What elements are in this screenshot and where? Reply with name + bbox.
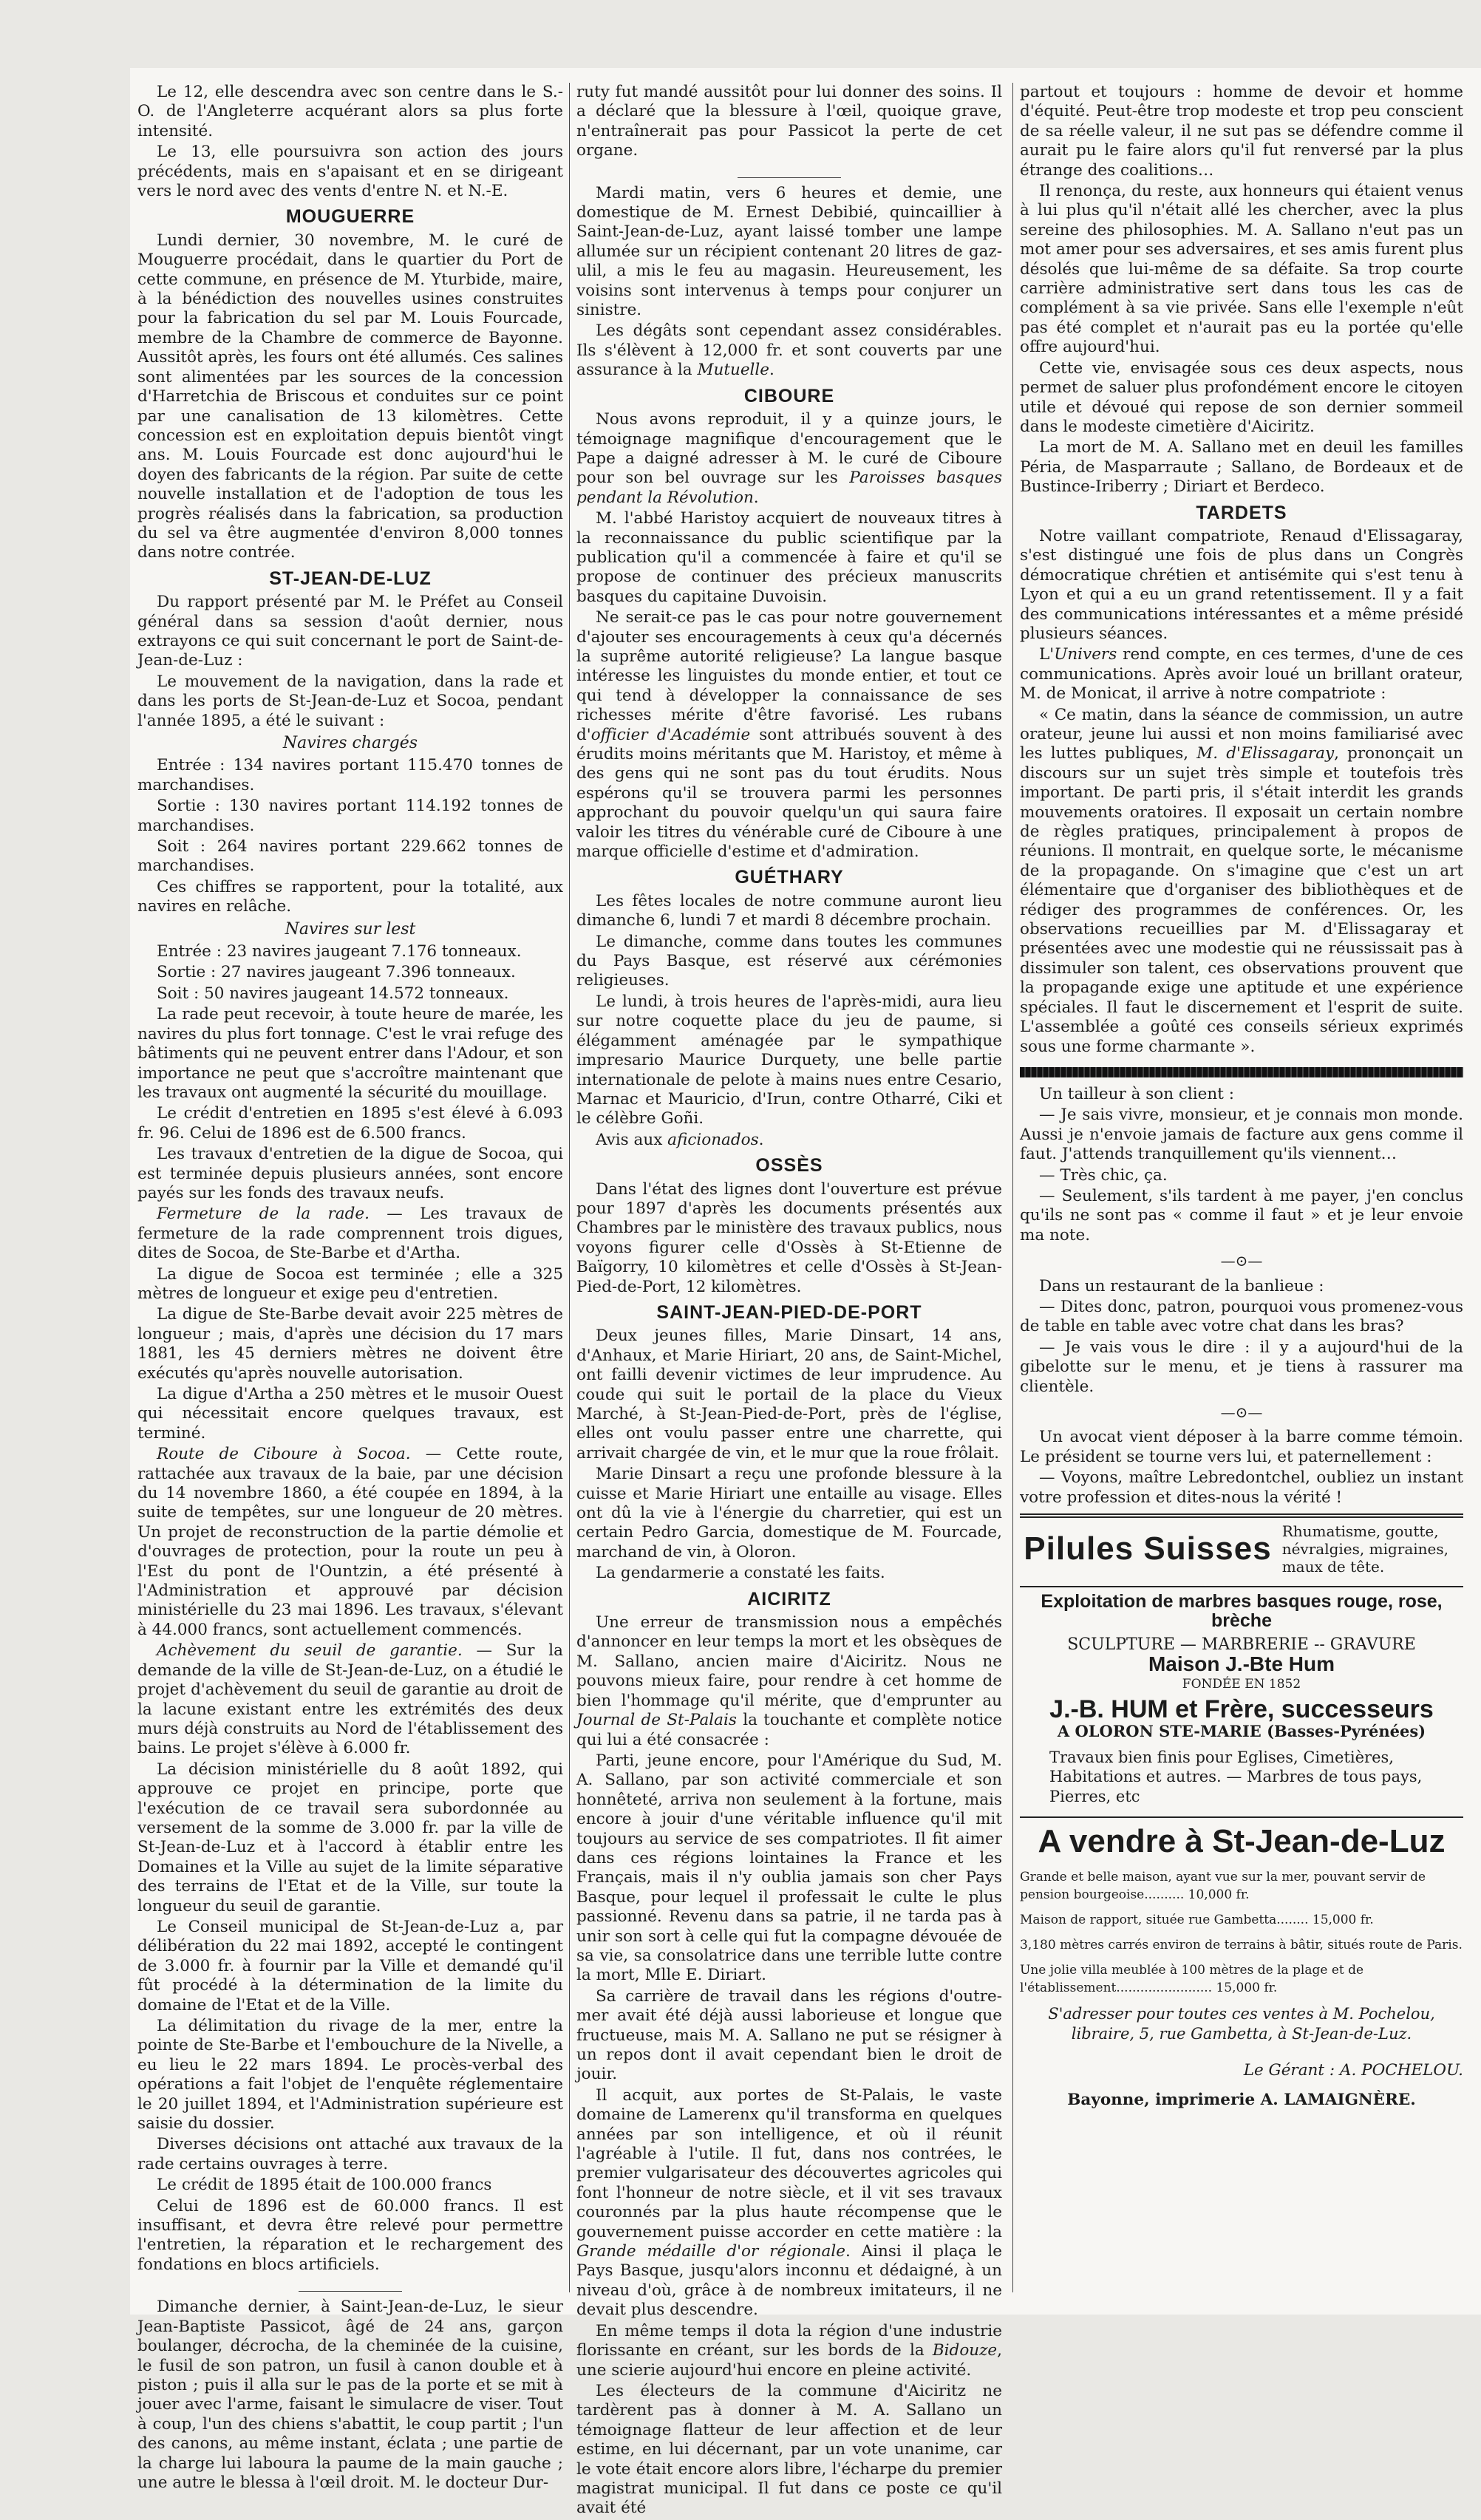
text: , prononçait un discours sur un sujet très simple et toutefois très important. De parti pris, il s'était interdit les grands mouvements oratoires. Il exposait un certain nombre de règles pratiques, principalement à propos de réunions. Il montrait, en quelque sorte, le mécanisme de la propagande. On s'imagine que c'est un art élémentaire que d'organiser des bibliothèques et de rédiger des programmes de conférences. Or, les observations recueillies par M. d'Elissagaray et présentées avec une modestie qui ne réussissait pas à dissimuler son talent, ces observations prouvent que la propagande exige une aptitude et une expérience spéciales. Il faut le discernement et l'esprit de suite. L'assemblée a goûté ces conseils sérieux exprimés sous une forme charmante ». bbox=[1020, 744, 1463, 1056]
paragraph bbox=[576, 410, 1002, 508]
paragraph: Diverses décisions ont attaché aux travaux de la rade certains ouvrages à terre. bbox=[137, 2135, 563, 2173]
paragraph: Les travaux d'entretien de la digue de Socoa, qui est terminée depuis plusieurs années, sont encore payés sur les fonds des travaux neufs. bbox=[137, 1145, 563, 1202]
paragraph: La décision ministérielle du 8 août 1892, qui approuve ce projet en principe, porte que l'exécution de ce travail sera subordonnée au versement de la somme de 3.000 fr. par la ville de St-Jean-de-Luz et à l'accord à établir entre les Domaines et la Ville au sujet de la limite séparative des terrains de l'Etat et de la Ville, sur toute la longueur du seuil de garantie. bbox=[137, 1760, 563, 1915]
ad-line: Maison J.-Bte Hum bbox=[1148, 1652, 1335, 1676]
paragraph: La délimitation du rivage de la mer, entre la pointe de Ste-Barbe et l'embouchure de la Nivelle, a eu lieu le 22 mars 1894. Le procès-verbal des opérations a fait l'objet de l'enquête réglementaire le 20 juillet 1894, et l'Administration supérieure est saisie du dossier. bbox=[137, 2017, 563, 2134]
paragraph: La rade peut recevoir, à toute heure de marée, les navires du plus fort tonnage. C'est le vrai refuge des bâtiments qui ne peuvent entrer dans l'Adour, et son importance ne peut que s'accroître maintenant que les travaux ont augmenté la sécurité du mouillage. bbox=[137, 1005, 563, 1102]
paragraph: Les électeurs de la commune d'Aiciritz ne tardèrent pas à donner à M. A. Sallano un témoignage flatteur de leur affection et de leur estime, en lui décernant, par un vote unanime, car le vote était encore alors libre, l'écharpe du premier magistrat municipal. Il fut dans ce poste ce qu'il avait été bbox=[576, 2381, 1002, 2518]
gerant-signature: Le Gérant : A. POCHELOU. bbox=[1243, 2060, 1463, 2080]
paragraph: Le crédit de 1895 était de 100.000 francs bbox=[157, 2176, 492, 2195]
separator bbox=[738, 177, 841, 178]
ad-title: Exploitation de marbres basques rouge, rose, brèche bbox=[1041, 1591, 1443, 1632]
paragraph: partout et toujours : homme de devoir et homme d'équité. Peut-être trop modeste et trop peu conscient de sa réelle valeur, il ne sut pas se défendre comme il aurait pu le faire alors qu'il fut renversé par la plus étrange des coalitions… bbox=[1020, 83, 1463, 180]
paragraph bbox=[576, 2086, 1002, 2320]
decorative-bar bbox=[1020, 1067, 1463, 1077]
ornament-divider: —⊙— bbox=[1220, 1252, 1263, 1270]
text: — Sur la demande de la ville de St-Jean-de-Luz, on a étudié le projet d'achèvement du seuil de garantie au droit de la lacune existant entre les extrémités des deux murs déjà construits au Nord de l'établissement des bains. Le projet s'élève à 6.000 fr. bbox=[137, 1641, 563, 1758]
paragraph: Mardi matin, vers 6 heures et demie, une domestique de M. Ernest Debibié, quincaillier à Saint-Jean-de-Luz, ayant laissé tomber une lampe allumée sur un récipient contenant 20 litres de gaz-ulil, a mis le feu au magasin. Heureusement, les voisins sont intervenus à temps pour conjurer un sinistre. bbox=[576, 183, 1002, 320]
emphasis: M. d'Elissagaray bbox=[1196, 744, 1335, 763]
subheading-navires-charges: Navires chargés bbox=[282, 734, 418, 752]
ad-title: Pilules Suisses bbox=[1024, 1530, 1272, 1567]
paragraph: La digue d'Artha a 250 mètres et le musoir Ouest qui nécessitait encore quelques travaux, est terminé. bbox=[137, 1385, 563, 1443]
paragraph: Du rapport présenté par M. le Préfet au Conseil général dans sa session d'août dernier, nous extrayons ce qui suit concernant le port de Saint-de-Jean-de-Luz : bbox=[137, 593, 563, 670]
text: , une scierie aujourd'hui encore en pleine activité. bbox=[576, 2341, 1002, 2380]
paragraph bbox=[1020, 645, 1463, 704]
paragraph: Le 13, elle poursuivra son action des jours précédents, mais en s'apaisant et en se dirigeant vers le nord avec des vents d'entre N. et N.-E. bbox=[137, 143, 563, 201]
paragraph: — Je vais vous le dire : il y a aujourd'hui de la gibelotte sur le menu, et je tiens à rassurer ma clientèle. bbox=[1020, 1338, 1463, 1396]
paragraph: — Je sais vivre, monsieur, et je connais mon monde. Aussi je n'envoie jamais de facture aux gens comme il faut. J'attends tranquillement qu'ils viennent… bbox=[1020, 1106, 1463, 1164]
ad-line: FONDÉE EN 1852 bbox=[1182, 1676, 1301, 1692]
paragraph: Soit : 50 navires jaugeant 14.572 tonneaux. bbox=[157, 984, 509, 1003]
ad-subtitle: Rhumatisme, goutte, névralgies, migraines, maux de tête. bbox=[1281, 1522, 1448, 1576]
text: . bbox=[758, 1130, 764, 1149]
ad-title: A vendre à St-Jean-de-Luz bbox=[1038, 1823, 1446, 1860]
emphasis: Route de Ciboure à Socoa. bbox=[157, 1445, 411, 1464]
emphasis: aficionados bbox=[667, 1130, 759, 1149]
paragraph: Sa carrière de travail dans les régions d'outre-mer avait été déjà aussi laborieuse et longue que fructueuse, mais M. A. Sallano ne put se résigner à un repos dont il avait cependant bien le droit de jouir. bbox=[576, 1986, 1002, 2084]
paragraph: Un tailleur à son client : bbox=[1039, 1084, 1234, 1103]
emphasis: officier d'Académie bbox=[590, 725, 751, 744]
paragraph: Le 12, elle descendra avec son centre dans le S.-O. de l'Angleterre acquérant alors sa plus forte intensité. bbox=[137, 83, 563, 140]
emphasis: Bidouze bbox=[932, 2341, 998, 2360]
paragraph: Dimanche dernier, à Saint-Jean-de-Luz, le sieur Jean-Baptiste Passicot, âgé de 24 ans, garçon boulanger, décrocha, de la cheminée de la cuisine, le fusil de son patron, un fusil à canon double et à piston ; puis il alla sur le pas de la porte et se mit à jouer avec l'arme, faisant le simulacre de viser. Tout à coup, l'un des chiens s'abattit, le coup partit ; l'un des canons, au même instant, éclata ; une partie de la charge lui laboura la paume de la main gauche ; une autre le blessa à l'œil droit. M. le docteur Dur- bbox=[137, 2298, 563, 2492]
section-heading-osses: OSSÈS bbox=[755, 1155, 823, 1176]
paragraph: Entrée : 23 navires jaugeant 7.176 tonneaux. bbox=[157, 942, 522, 961]
emphasis: Grande médaille d'or régionale bbox=[576, 2242, 845, 2261]
text: sont attribués souvent à des érudits moins méritants que M. Haristoy, et même à des gens qui ne sont pas du tout érudits. Nous espérons qu'il se trouvera parmi les personnes approchant du pouvoir quelqu'un qui saura faire valoir les titres du vénérable curé de Ciboure à une marque officielle d'estime et d'admiration. bbox=[576, 725, 1002, 862]
section-heading-mouguerre: MOUGUERRE bbox=[285, 206, 415, 228]
text: Avis aux bbox=[596, 1130, 668, 1149]
emphasis: Paroisses basques pendant la Révolution bbox=[576, 469, 1002, 507]
paragraph bbox=[576, 608, 1002, 862]
paragraph: Ces chiffres se rapportent, pour la totalité, aux navires en relâche. bbox=[137, 877, 563, 916]
ad-line: J.-B. HUM et Frère, successeurs bbox=[1049, 1695, 1434, 1724]
section-heading-tardets: TARDETS bbox=[1196, 502, 1287, 523]
paragraph: Celui de 1896 est de 60.000 francs. Il est insuffisant, et devra être relevé pour permettre l'entretien, la réparation et le rechargement des fondations en blocs artificiels. bbox=[137, 2196, 563, 2274]
paragraph: La digue de Socoa est terminée ; elle a 325 mètres de longueur et exige peu d'entretien. bbox=[137, 1264, 563, 1303]
paragraph: — Très chic, ça. bbox=[1039, 1165, 1168, 1185]
advertisement-marbres bbox=[1020, 1586, 1463, 1811]
printer-imprint: Bayonne, imprimerie A. LAMAIGNÈRE. bbox=[1067, 2091, 1416, 2110]
text: la touchante et complète notice qui lui a été consacrée : bbox=[576, 1711, 1002, 1749]
paragraph: Un avocat vient déposer à la barre comme témoin. Le président se tourne vers lui, et paternellement : bbox=[1020, 1428, 1463, 1466]
paragraph: Entrée : 134 navires portant 115.470 tonnes de marchandises. bbox=[137, 756, 563, 794]
text: Ne serait-ce pas le cas pour notre gouvernement d'ajouter ses encouragements à ceux qu'a décernés la suprême autorité religieuse? La langue basque intéresse les linguistes du monde entier, et tout ce qui tend à développer la connaissance de ses richesses mérite d'être favorisé. Les rubans d' bbox=[576, 608, 1002, 744]
ad-item: Une jolie villa meublée à 100 mètres de la plage et de l'établissement........................ 15,000 fr. bbox=[1020, 1963, 1364, 1996]
paragraph: — Dites donc, patron, pourquoi vous promenez-vous de table en table avec votre chat dans les bras? bbox=[1020, 1297, 1463, 1336]
column-1 bbox=[137, 83, 563, 2494]
text: — Les travaux de fermeture de la rade comprennent trois digues, dites de Socoa, de Ste-Barbe et d'Artha. bbox=[137, 1205, 563, 1263]
paragraph: La mort de M. A. Sallano met en deuil les familles Péria, de Masparraute ; Sallano, de Bordeaux et de Bustince-Iriberry ; Diriart et Berdeco. bbox=[1020, 438, 1463, 497]
paragraph bbox=[576, 1131, 1002, 1150]
paragraph: Notre vaillant compatriote, Renaud d'Elissagaray, s'est distingué une fois de plus dans un Congrès démocratique chrétien et antisémite qui s'est tenu à Lyon et qui a eu un grand retentissement. Il y a fait des communications intéressantes et a même présidé plusieurs séances. bbox=[1020, 526, 1463, 643]
ad-line: SCULPTURE — MARBRERIE -- GRAVURE bbox=[1067, 1635, 1416, 1654]
advertisement-vente bbox=[1020, 1816, 1463, 2048]
ornament-divider: —⊙— bbox=[1220, 1403, 1263, 1421]
text: rend compte, en ces termes, d'une de ces communications. Après avoir loué un brillant orateur, M. de Monicat, il arrive à notre compatriote : bbox=[1020, 645, 1463, 704]
text: Il acquit, aux portes de St-Palais, le vaste domaine de Lamerenx qu'il transforma en quelques années par son intelligence, et où il réunit l'agréable à l'utile. Il fut, dans nos contrées, le premier vulgarisateur des découvertes agricoles qui font l'honneur de notre siècle, et il vit ses travaux couronnés par la plus haute récompense que le gouvernement puisse accorder en cette matière : la bbox=[576, 2085, 1002, 2241]
column-rule bbox=[1012, 83, 1013, 2292]
paragraph: Lundi dernier, 30 novembre, M. le curé de Mouguerre procédait, dans le quartier du Port de cette commune, en présence de M. Yturbide, maire, à la bénédiction des nouvelles usines construites pour la fabrication du sel par M. Louis Fourcade, membre de la Chambre de commerce de Bayonne. Aussitôt après, les fours ont été allumés. Ces salines sont alimentées par les sources de la concession d'Harretchia de Briscous et conduites sur ce point par une canalisation de 13 kilomètres. Cette concession est en exploitation depuis bientôt vingt ans. M. Louis Fourcade est donc aujourd'hui le doyen des fabricants de la région. Par suite de cette nouvelle installation et de l'adoption de tous les progrès réalisés dans la fabrication, sa production du sel va être augmentée d'environ 8,000 tonnes dans notre contrée. bbox=[137, 231, 563, 562]
ad-line: Travaux bien finis pour Eglises, Cimetières, Habitations et autres. — Marbres de tous pays, Pierres, etc bbox=[1049, 1748, 1423, 1805]
paragraph: Les fêtes locales de notre commune auront lieu dimanche 6, lundi 7 et mardi 8 décembre prochain. bbox=[576, 891, 1002, 930]
section-heading-st-jean-de-luz: ST-JEAN-DE-LUZ bbox=[269, 568, 432, 589]
ad-line: A OLORON STE-MARIE (Basses-Pyrénées) bbox=[1057, 1722, 1426, 1741]
paragraph: Le Conseil municipal de St-Jean-de-Luz a, par délibération du 22 mai 1892, accepté le contingent de 3.000 fr. à fournir par la Ville et demandé qu'il fût procédé à la détermination de la limite du domaine de l'Etat et de la Ville. bbox=[137, 1917, 563, 2015]
section-heading-aiciritz: AICIRITZ bbox=[747, 1588, 831, 1610]
subheading-navires-lest: Navires sur lest bbox=[285, 919, 416, 939]
paragraph: Deux jeunes filles, Marie Dinsart, 14 ans, d'Anhaux, et Marie Hiriart, 20 ans, de Saint-Michel, ont failli devenir victimes de leur imprudence. Au coude qui suit le portail de la place du Vieux Marché, à St-Jean-Pied-de-Port, près de l'église, elles ont voulu passer entre une charrette, qui arrivait chargée de vin, et le mur que la roue frôlait. bbox=[576, 1327, 1002, 1462]
ad-contact: S'adresser pour toutes ces ventes à M. Pochelou, libraire, 5, rue Gambetta, à St-Jean-de-Luz. bbox=[1048, 2005, 1435, 2043]
paragraph: — Seulement, s'ils tardent à me payer, j'en conclus qu'ils ne sont pas « comme il faut » et je leur envoie ma note. bbox=[1020, 1186, 1463, 1244]
paragraph bbox=[576, 321, 1002, 380]
ad-item: Maison de rapport, située rue Gambetta........ 15,000 fr. bbox=[1020, 1913, 1374, 1928]
newspaper-page bbox=[130, 68, 1481, 2518]
paragraph: Le mouvement de la navigation, dans la rade et dans les ports de St-Jean-de-Luz et Socoa, pendant l'année 1895, a été le suivant : bbox=[137, 672, 563, 730]
paragraph: Le dimanche, comme dans toutes les communes du Pays Basque, est réservé aux cérémonies religieuses. bbox=[576, 932, 1002, 990]
paragraph: Dans un restaurant de la banlieue : bbox=[1039, 1276, 1324, 1295]
paragraph: — Voyons, maître Lebredontchel, oubliez un instant votre profession et dites-nous la vérité ! bbox=[1020, 1468, 1463, 1507]
column-2 bbox=[576, 83, 1002, 2520]
text: Une erreur de transmission nous a empêchés d'annoncer en leur temps la mort et les obsèques de M. Sallano, ancien maire d'Aiciritz. Nous ne pouvons mieux faire, pour rendre à cet homme de bien l'hommage qu'il mérite, que d'emprunter au bbox=[576, 1613, 1002, 1710]
emphasis: Achèvement du seuil de garantie. bbox=[157, 1641, 463, 1661]
paragraph: Cette vie, envisagée sous ces deux aspects, nous permet de saluer plus profondément encore le citoyen utile et dévoué qui repose de son dernier sommeil dans le modeste cimetière d'Aiciritz. bbox=[1020, 358, 1463, 436]
ad-item: 3,180 mètres carrés environ de terrains à bâtir, situés route de Paris. bbox=[1020, 1938, 1463, 1953]
column-3 bbox=[1020, 83, 1463, 2112]
advertisement-pilules bbox=[1020, 1513, 1463, 1580]
paragraph: Le crédit d'entretien en 1895 s'est élevé à 6.093 fr. 96. Celui de 1896 est de 6.500 francs. bbox=[137, 1104, 563, 1142]
paragraph bbox=[576, 2322, 1002, 2380]
paragraph bbox=[137, 1445, 563, 1640]
section-heading-ciboure: CIBOURE bbox=[743, 385, 835, 406]
section-heading-saint-jean-pied-de-port: SAINT-JEAN-PIED-DE-PORT bbox=[656, 1301, 922, 1323]
paragraph bbox=[1020, 706, 1463, 1057]
paragraph: La gendarmerie a constaté les faits. bbox=[596, 1564, 885, 1583]
emphasis: Mutuelle bbox=[697, 361, 770, 380]
ad-item: Grande et belle maison, ayant vue sur la mer, pouvant servir de pension bourgeoise.......... 10,000 fr. bbox=[1020, 1870, 1426, 1903]
separator bbox=[299, 2291, 402, 2292]
emphasis: Univers bbox=[1054, 645, 1117, 664]
paragraph: Sortie : 130 navires portant 114.192 tonnes de marchandises. bbox=[137, 797, 563, 835]
paragraph: Parti, jeune encore, pour l'Amérique du Sud, M. A. Sallano, par son activité commerciale et son honnêteté, arriva non seulement à la fortune, mais encore à jouir d'une véritable influence qu'il mit toujours au service de ses compatriotes. Il fit aimer dans ces régions lointaines la France et les Français, mais il n'y oublia jamais son cher Pays Basque, pour lequel il professait le culte le plus passionné. Revenu dans sa patrie, il ne tarda pas à unir son sort à celle qui fut la compagne dévouée de sa vie, sa consolatrice dans une terrible lutte contre la mort, Mlle E. Diriart. bbox=[576, 1751, 1002, 1985]
text: — Cette route, rattachée aux travaux de la baie, par une décision du 14 novembre 1860, a été coupée en 1894, à la suite de tempêtes, sur une longueur de 20 mètres. Un projet de reconstruction de la partie démolie et d'ouvrages de protection, pour la route un peu à l'Est du pont de l'Ountzin, a été présenté à l'Administration et approuvé par décision ministérielle du 23 mai 1896. Les travaux, s'élevant à 44.000 francs, sont actuellement commencés. bbox=[137, 1445, 563, 1639]
text: « Ce matin, dans la séance de commission, un autre orateur, jeune lui aussi et non moins familiarisé avec les luttes publiques, bbox=[1020, 705, 1463, 763]
paragraph bbox=[576, 1613, 1002, 1750]
paragraph: Sortie : 27 navires jaugeant 7.396 tonneaux. bbox=[157, 963, 516, 982]
emphasis: Journal de St-Palais bbox=[576, 1711, 737, 1730]
text: . bbox=[753, 488, 759, 507]
paragraph: M. l'abbé Haristoy acquiert de nouveaux titres à la reconnaissance du public scientifique par la publication qu'il a commencée à faire et qu'il se propose de continuer des précieux manuscrits basques du capitaine Duvoisin. bbox=[576, 509, 1002, 606]
text: . bbox=[769, 361, 774, 380]
paragraph bbox=[137, 1205, 563, 1263]
paragraph: Le lundi, à trois heures de l'après-midi, aura lieu sur notre coquette place du jeu de paume, si élégamment aménagée par le sympathique impresario Maurice Durquety, une belle partie internationale de pelote à mains nues entre Cesario, Marnac et Mauricio, d'Irun, contre Otharré, Ciki et le célèbre Goñi. bbox=[576, 992, 1002, 1128]
paragraph: Dans l'état des lignes dont l'ouverture est prévue pour 1897 d'après les documents présentés aux Chambres par le ministère des travaux publics, nous voyons figurer celle d'Ossès à St-Etienne de Baïgorry, 10 kilomètres et celle d'Ossès à St-Jean-Pied-de-Port, 12 kilomètres. bbox=[576, 1179, 1002, 1296]
text: Les dégâts sont cependant assez considérables. Ils s'élèvent à 12,000 fr. et sont couverts par une assurance à la bbox=[576, 321, 1002, 380]
paragraph: ruty fut mandé aussitôt pour lui donner des soins. Il a déclaré que la blessure à l'œil, quoique grave, n'entraînerait pas pour Passicot la perte de cet organe. bbox=[576, 83, 1002, 160]
text: L' bbox=[1039, 645, 1055, 664]
column-rule bbox=[569, 83, 570, 2292]
text: Nous avons reproduit, il y a quinze jours, le témoignage magnifique d'encouragement que le Pape a daigné adresser à M. le curé de Ciboure pour son bel ouvrage sur les bbox=[576, 410, 1002, 488]
paragraph bbox=[137, 1641, 563, 1758]
text: . Ainsi il plaça le Pays Basque, jusqu'alors inconnu et dédaigné, à un niveau d'où, grâce à de nombreux imitateurs, il ne devait plus descendre. bbox=[576, 2242, 1002, 2320]
section-heading-guethary: GUÉTHARY bbox=[735, 867, 844, 888]
paragraph: Il renonça, du reste, aux honneurs qui étaient venus à lui plus qu'il n'était allé les chercher, avec la plus sereine des philosophies. M. A. Sallano n'eut pas un mot amer pour ses adversaires, et ses amis furent plus désolés que lui-même de sa défaite. Sa trop courte carrière administrative sert dans tous les cas de complément à sa vie privée. Sans elle l'exemple n'eût pas été complet et n'aurait pas eu la portée qu'elle offre aujourd'hui. bbox=[1020, 182, 1463, 357]
paragraph: Soit : 264 navires portant 229.662 tonnes de marchandises. bbox=[137, 837, 563, 876]
emphasis: Fermeture de la rade. bbox=[157, 1205, 370, 1224]
paragraph: Marie Dinsart a reçu une profonde blessure à la cuisse et Marie Hiriart une entaille au visage. Elles ont dû la vie à l'énergie du charretier, qui est un certain Pedro Garcia, domestique de M. Fourcade, marchand de vin, à Oloron. bbox=[576, 1465, 1002, 1562]
paragraph: La digue de Ste-Barbe devait avoir 225 mètres de longueur ; mais, d'après une décision du 17 mars 1881, les 45 derniers mètres ne doivent être exécutés qu'après nouvelle autorisation. bbox=[137, 1305, 563, 1383]
text: En même temps il dota la région d'une industrie florissante en créant, sur les bords de la bbox=[576, 2321, 1002, 2360]
